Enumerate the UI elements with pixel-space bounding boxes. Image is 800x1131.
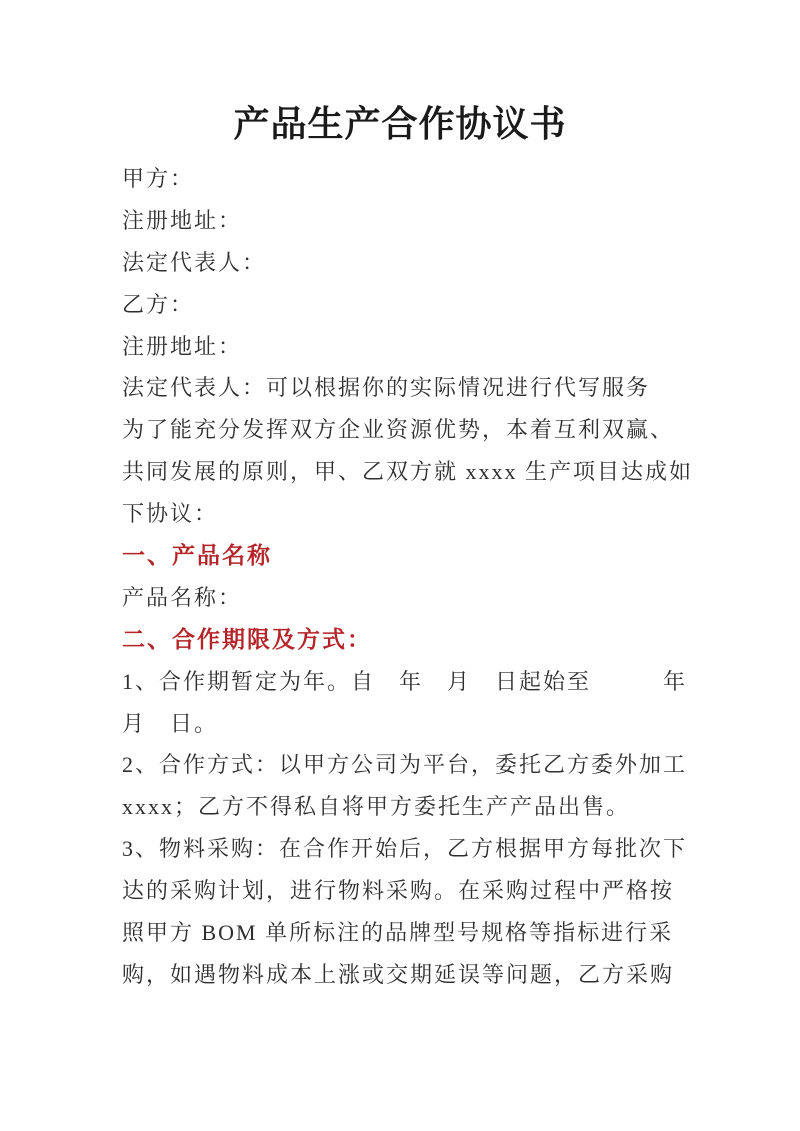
- document-body: [122, 158, 694, 996]
- document-line: 注册地址：: [122, 333, 243, 359]
- document-line: 购，如遇物料成本上涨或交期延误等问题，乙方采购: [122, 961, 675, 987]
- document-title: 产品生产合作协议书: [233, 104, 567, 144]
- document-line: 照甲方 BOM 单所标注的品牌型号规格等指标进行采: [122, 920, 674, 946]
- section-heading: 二、合作期限及方式：: [122, 626, 372, 652]
- document-line: 达的采购计划，进行物料采购。在采购过程中严格按: [122, 878, 675, 904]
- document-line: 为了能充分发挥双方企业资源优势，本着互利双赢、: [122, 417, 675, 443]
- document-line: 2、合作方式：以甲方公司为平台，委托乙方委外加工: [122, 752, 688, 778]
- document-line: 3、物料采购：在合作开始后，乙方根据甲方每批次下: [122, 836, 688, 862]
- document-line: 注册地址：: [122, 207, 243, 233]
- document-line: 下协议：: [122, 501, 219, 527]
- document-line: 法定代表人：: [122, 249, 267, 275]
- document-line: 乙方：: [122, 291, 195, 317]
- section-heading: 一、产品名称: [122, 543, 272, 569]
- document-line: 1、合作期暂定为年。自 年 月 日起始至 年: [122, 668, 688, 694]
- document-line: 法定代表人：可以根据你的实际情况进行代写服务: [122, 375, 651, 401]
- document-line: 月 日。: [122, 710, 219, 736]
- document-line: 甲方：: [122, 166, 195, 191]
- document-line: 共同发展的原则，甲、乙双方就 xxxx 生产项目达成如: [122, 459, 694, 485]
- document-line: 产品名称：: [122, 584, 243, 610]
- document-line: xxxx；乙方不得私自将甲方委托生产产品出售。: [122, 794, 631, 820]
